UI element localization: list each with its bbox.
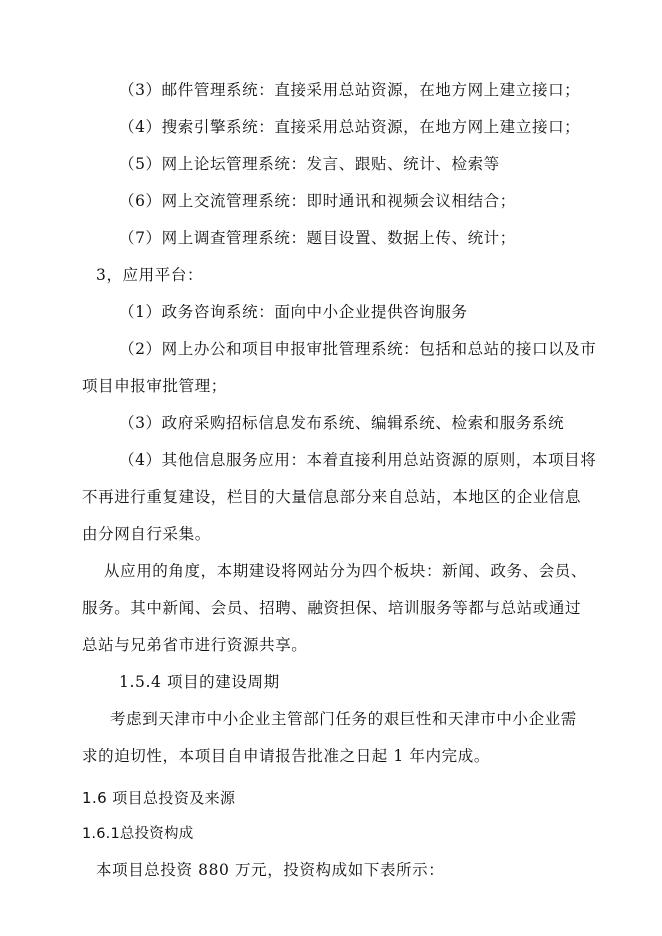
paragraph-line: 不再进行重复建设，栏目的大量信息部分来自总站，本地区的企业信息: [82, 488, 582, 506]
paragraph-line: 从应用的角度，本期建设将网站分为四个板块：新闻、政务、会员、: [104, 562, 588, 580]
paragraph-line: 本项目总投资 880 万元，投资构成如下表所示：: [96, 861, 445, 879]
list-item: （3）政府采购招标信息发布系统、编辑系统、检索和服务系统: [119, 414, 565, 432]
list-item: （1）政务咨询系统：面向中小企业提供咨询服务: [119, 303, 468, 321]
paragraph-line: 考虑到天津市中小企业主管部门任务的艰巨性和天津市中小企业需: [110, 710, 577, 728]
paragraph-line: 由分网自行采集。: [82, 525, 211, 543]
list-item: （2）网上办公和项目申报审批管理系统：包括和总站的接口以及市: [119, 340, 597, 358]
subsection-heading: 1.5.4 项目的建设周期: [119, 673, 280, 691]
list-item: （5）网上论坛管理系统：发言、跟贴、统计、检索等: [119, 155, 500, 173]
list-item: （4）其他信息服务应用：本着直接利用总站资源的原则，本项目将: [119, 451, 597, 469]
paragraph-line: 求的迫切性，本项目自申请报告批准之日起 1 年内完成。: [82, 747, 490, 765]
paragraph-line: 项目申报审批管理；: [82, 377, 227, 395]
list-item: （6）网上交流管理系统：即时通讯和视频会议相结合；: [119, 192, 516, 210]
subsection-heading: 1.6.1总投资构成: [82, 826, 194, 842]
section-label: 3，应用平台：: [96, 266, 204, 284]
list-item: （4）搜索引擎系统：直接采用总站资源，在地方网上建立接口；: [119, 118, 581, 136]
section-heading: 1.6 项目总投资及来源: [82, 789, 236, 807]
list-item: （3）邮件管理系统：直接采用总站资源，在地方网上建立接口；: [119, 81, 581, 99]
paragraph-line: 总站与兄弟省市进行资源共享。: [82, 636, 308, 654]
list-item: （7）网上调查管理系统：题目设置、数据上传、统计；: [119, 229, 516, 247]
paragraph-line: 服务。其中新闻、会员、招聘、融资担保、培训服务等都与总站或通过: [82, 599, 582, 617]
